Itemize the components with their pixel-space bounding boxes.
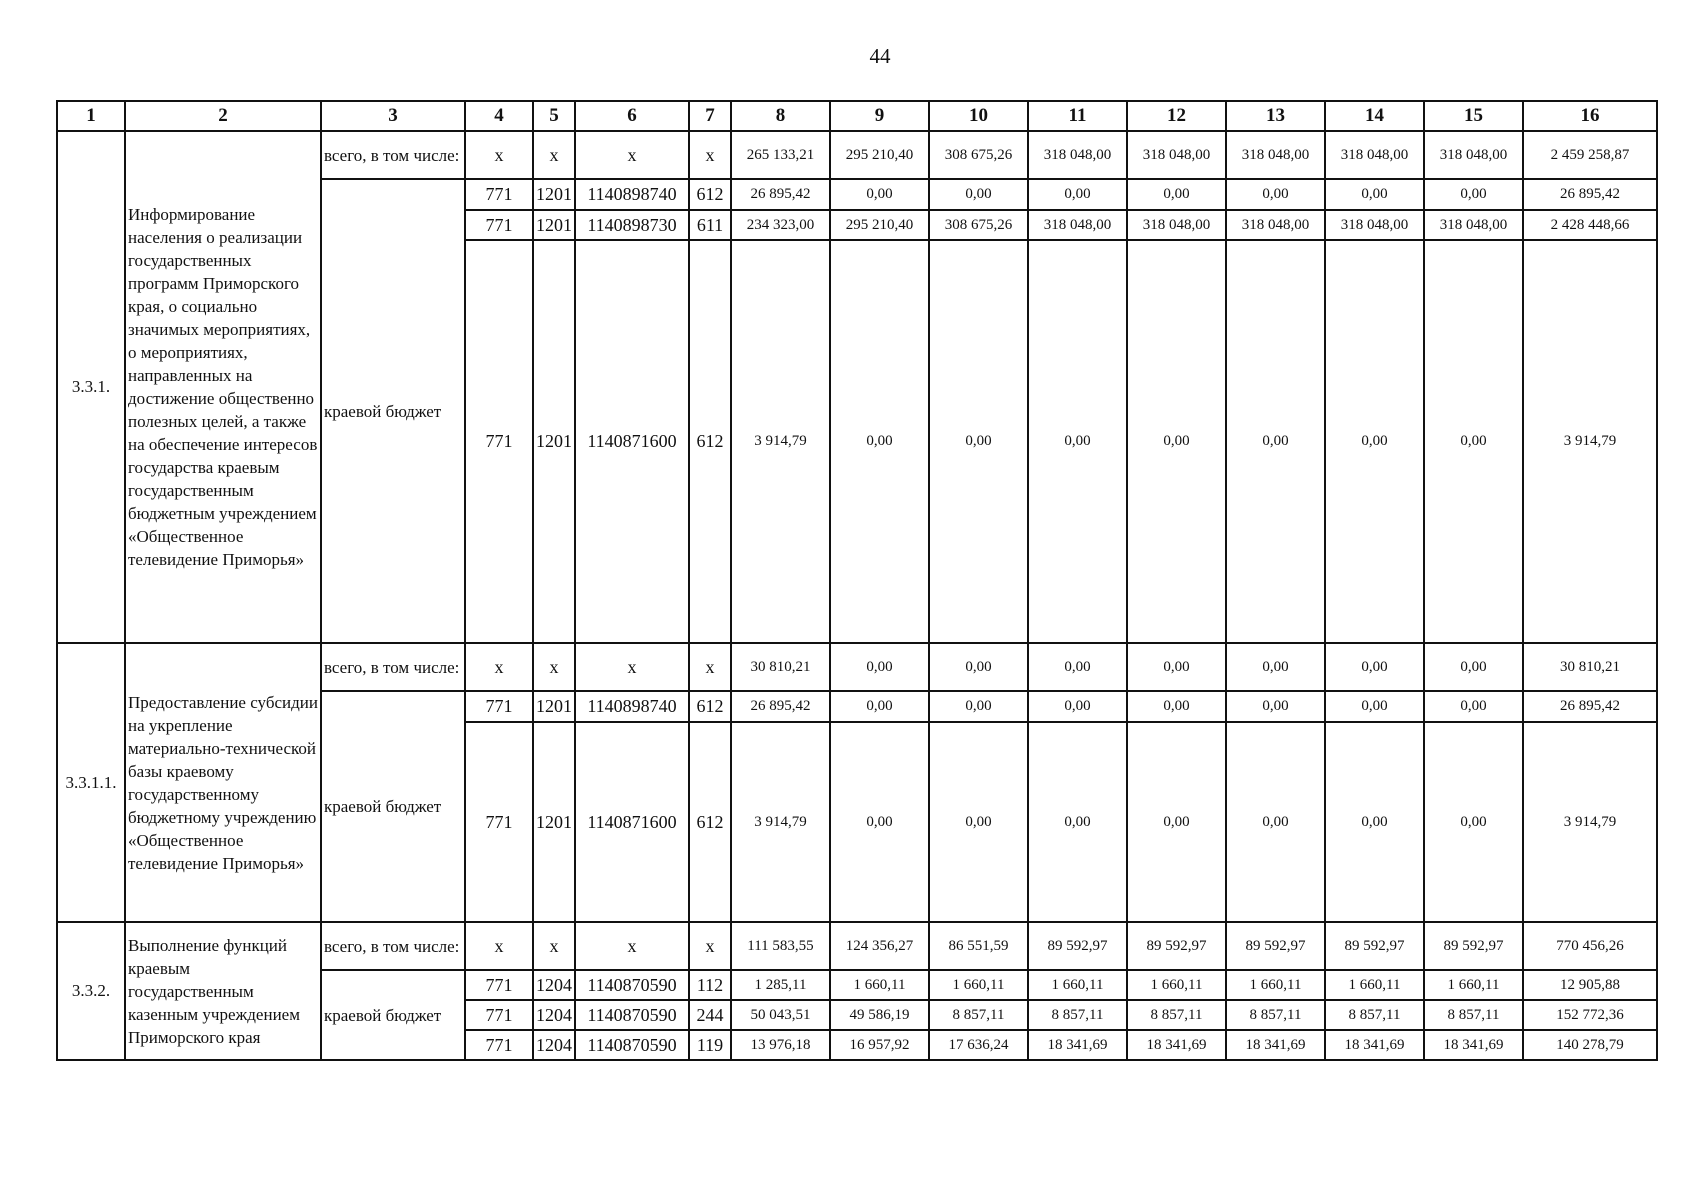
cell: 244 [689,1000,731,1030]
cell: 1204 [533,1030,575,1060]
cell: 612 [689,179,731,210]
cell: 318 048,00 [1226,210,1325,240]
cell: 12 905,88 [1523,970,1657,1000]
cell: 0,00 [830,643,929,691]
cell: 308 675,26 [929,131,1028,179]
total-row [57,131,1657,179]
cell: 0,00 [1226,722,1325,922]
cell: 0,00 [1028,643,1127,691]
cell: 8 857,11 [929,1000,1028,1030]
cell: 1140898740 [575,179,689,210]
cell: 89 592,97 [1226,922,1325,970]
cell: x [575,922,689,970]
cell: 318 048,00 [1424,131,1523,179]
cell: 89 592,97 [1424,922,1523,970]
cell: 0,00 [1325,240,1424,643]
cell: x [689,643,731,691]
cell: 18 341,69 [1325,1030,1424,1060]
column-header: 14 [1325,101,1424,131]
cell: 3 914,79 [731,240,830,643]
cell: 1204 [533,970,575,1000]
cell: 124 356,27 [830,922,929,970]
cell: 89 592,97 [1325,922,1424,970]
cell: 771 [465,1000,533,1030]
cell: 612 [689,722,731,922]
cell: 0,00 [1028,179,1127,210]
column-header: 4 [465,101,533,131]
cell: 0,00 [1028,691,1127,722]
cell: 30 810,21 [1523,643,1657,691]
cell: 30 810,21 [731,643,830,691]
cell: 318 048,00 [1226,131,1325,179]
cell: 612 [689,240,731,643]
column-header: 1 [57,101,125,131]
section-index: 3.3.1.1. [57,643,125,922]
cell: 18 341,69 [1424,1030,1523,1060]
cell: 8 857,11 [1127,1000,1226,1030]
cell: 1204 [533,1000,575,1030]
cell: 0,00 [929,179,1028,210]
cell: 1201 [533,179,575,210]
cell: 308 675,26 [929,210,1028,240]
column-header: 10 [929,101,1028,131]
cell: 0,00 [1226,691,1325,722]
cell: 1140870590 [575,1000,689,1030]
cell: 8 857,11 [1028,1000,1127,1030]
column-header: 16 [1523,101,1657,131]
total-label: всего, в том числе: [321,643,465,691]
column-header: 15 [1424,101,1523,131]
cell: 119 [689,1030,731,1060]
column-header: 9 [830,101,929,131]
cell: 771 [465,210,533,240]
cell: 1 285,11 [731,970,830,1000]
cell: 0,00 [1226,240,1325,643]
budget-table [56,100,1658,1061]
cell: 1 660,11 [1127,970,1226,1000]
cell: x [533,643,575,691]
cell: 0,00 [1424,691,1523,722]
cell: 26 895,42 [1523,179,1657,210]
cell: 0,00 [1424,722,1523,922]
cell: 26 895,42 [1523,691,1657,722]
cell: 234 323,00 [731,210,830,240]
cell: 0,00 [1127,240,1226,643]
column-header: 11 [1028,101,1127,131]
cell: 771 [465,179,533,210]
cell: 3 914,79 [1523,722,1657,922]
cell: 1140870590 [575,970,689,1000]
cell: 0,00 [1424,643,1523,691]
cell: 50 043,51 [731,1000,830,1030]
cell: 16 957,92 [830,1030,929,1060]
cell: 0,00 [830,240,929,643]
column-header: 2 [125,101,321,131]
cell: x [465,643,533,691]
cell: 770 456,26 [1523,922,1657,970]
cell: 0,00 [1226,643,1325,691]
cell: 0,00 [1226,179,1325,210]
cell: 1140870590 [575,1030,689,1060]
cell: 1201 [533,722,575,922]
cell: 1 660,11 [1226,970,1325,1000]
section-name: Предоставление субсидии на укрепление материально-технической базы краевому государственному бюджетному учреждению «Общественное телевидение Приморья» [125,643,321,922]
cell: 8 857,11 [1424,1000,1523,1030]
column-header: 13 [1226,101,1325,131]
cell: 18 341,69 [1127,1030,1226,1060]
cell: 295 210,40 [830,210,929,240]
cell: 18 341,69 [1226,1030,1325,1060]
cell: 0,00 [1127,179,1226,210]
cell: 771 [465,970,533,1000]
cell: 86 551,59 [929,922,1028,970]
cell: 1140871600 [575,240,689,643]
total-label: всего, в том числе: [321,922,465,970]
cell: 112 [689,970,731,1000]
cell: 0,00 [929,240,1028,643]
column-header: 8 [731,101,830,131]
cell: 0,00 [1325,691,1424,722]
cell: 0,00 [1028,722,1127,922]
cell: 2 459 258,87 [1523,131,1657,179]
cell: 771 [465,1030,533,1060]
cell: 1201 [533,210,575,240]
cell: x [533,131,575,179]
cell: 0,00 [1325,179,1424,210]
cell: x [575,643,689,691]
section-name: Выполнение функций краевым государственным казенным учреждением Приморского края [125,922,321,1060]
cell: 1 660,11 [1028,970,1127,1000]
cell: 295 210,40 [830,131,929,179]
cell: 26 895,42 [731,179,830,210]
section-name: Информирование населения о реализации государственных программ Приморского края, о социально значимых мероприятиях, о мероприятиях, направленных на достижение общественно полезных целей, а также на обеспечение интересов государства краевым государственным бюджетным учреждением «Общественное телевидение Приморья» [125,131,321,643]
source-label: краевой бюджет [321,970,465,1060]
cell: 1 660,11 [1424,970,1523,1000]
cell: 0,00 [1127,691,1226,722]
cell: 0,00 [830,179,929,210]
page-number: 44 [869,44,891,68]
cell: 771 [465,722,533,922]
column-header: 5 [533,101,575,131]
column-header: 12 [1127,101,1226,131]
cell: 8 857,11 [1325,1000,1424,1030]
cell: 89 592,97 [1127,922,1226,970]
cell: 8 857,11 [1226,1000,1325,1030]
cell: 771 [465,691,533,722]
total-row [57,922,1657,970]
cell: x [689,131,731,179]
cell: 1 660,11 [830,970,929,1000]
total-label: всего, в том числе: [321,131,465,179]
cell: 17 636,24 [929,1030,1028,1060]
total-row [57,643,1657,691]
cell: 318 048,00 [1424,210,1523,240]
cell: 318 048,00 [1028,210,1127,240]
cell: 318 048,00 [1127,210,1226,240]
cell: 0,00 [1028,240,1127,643]
source-label: краевой бюджет [321,691,465,922]
cell: 89 592,97 [1028,922,1127,970]
cell: 1140871600 [575,722,689,922]
cell: 49 586,19 [830,1000,929,1030]
cell: 0,00 [929,691,1028,722]
cell: 1 660,11 [1325,970,1424,1000]
header-row [57,101,1657,131]
cell: x [533,922,575,970]
cell: 612 [689,691,731,722]
cell: 265 133,21 [731,131,830,179]
cell: 611 [689,210,731,240]
cell: 0,00 [1127,722,1226,922]
cell: 18 341,69 [1028,1030,1127,1060]
cell: 0,00 [929,643,1028,691]
cell: 111 583,55 [731,922,830,970]
cell: 1201 [533,240,575,643]
column-header: 6 [575,101,689,131]
cell: 0,00 [1424,179,1523,210]
cell: 0,00 [1325,722,1424,922]
column-header: 3 [321,101,465,131]
section-index: 3.3.2. [57,922,125,1060]
cell: 318 048,00 [1325,210,1424,240]
cell: 0,00 [830,722,929,922]
cell: 318 048,00 [1028,131,1127,179]
cell: 1140898740 [575,691,689,722]
cell: x [465,131,533,179]
cell: 0,00 [1127,643,1226,691]
cell: 1140898730 [575,210,689,240]
cell: 0,00 [1325,643,1424,691]
cell: 3 914,79 [1523,240,1657,643]
cell: 1 660,11 [929,970,1028,1000]
cell: 2 428 448,66 [1523,210,1657,240]
cell: 3 914,79 [731,722,830,922]
cell: 0,00 [830,691,929,722]
cell: 318 048,00 [1127,131,1226,179]
cell: x [465,922,533,970]
cell: 771 [465,240,533,643]
cell: 0,00 [929,722,1028,922]
cell: 0,00 [1424,240,1523,643]
source-label: краевой бюджет [321,179,465,643]
section-index: 3.3.1. [57,131,125,643]
cell: 1201 [533,691,575,722]
cell: x [689,922,731,970]
cell: 140 278,79 [1523,1030,1657,1060]
cell: 26 895,42 [731,691,830,722]
cell: x [575,131,689,179]
column-header: 7 [689,101,731,131]
cell: 13 976,18 [731,1030,830,1060]
cell: 152 772,36 [1523,1000,1657,1030]
cell: 318 048,00 [1325,131,1424,179]
